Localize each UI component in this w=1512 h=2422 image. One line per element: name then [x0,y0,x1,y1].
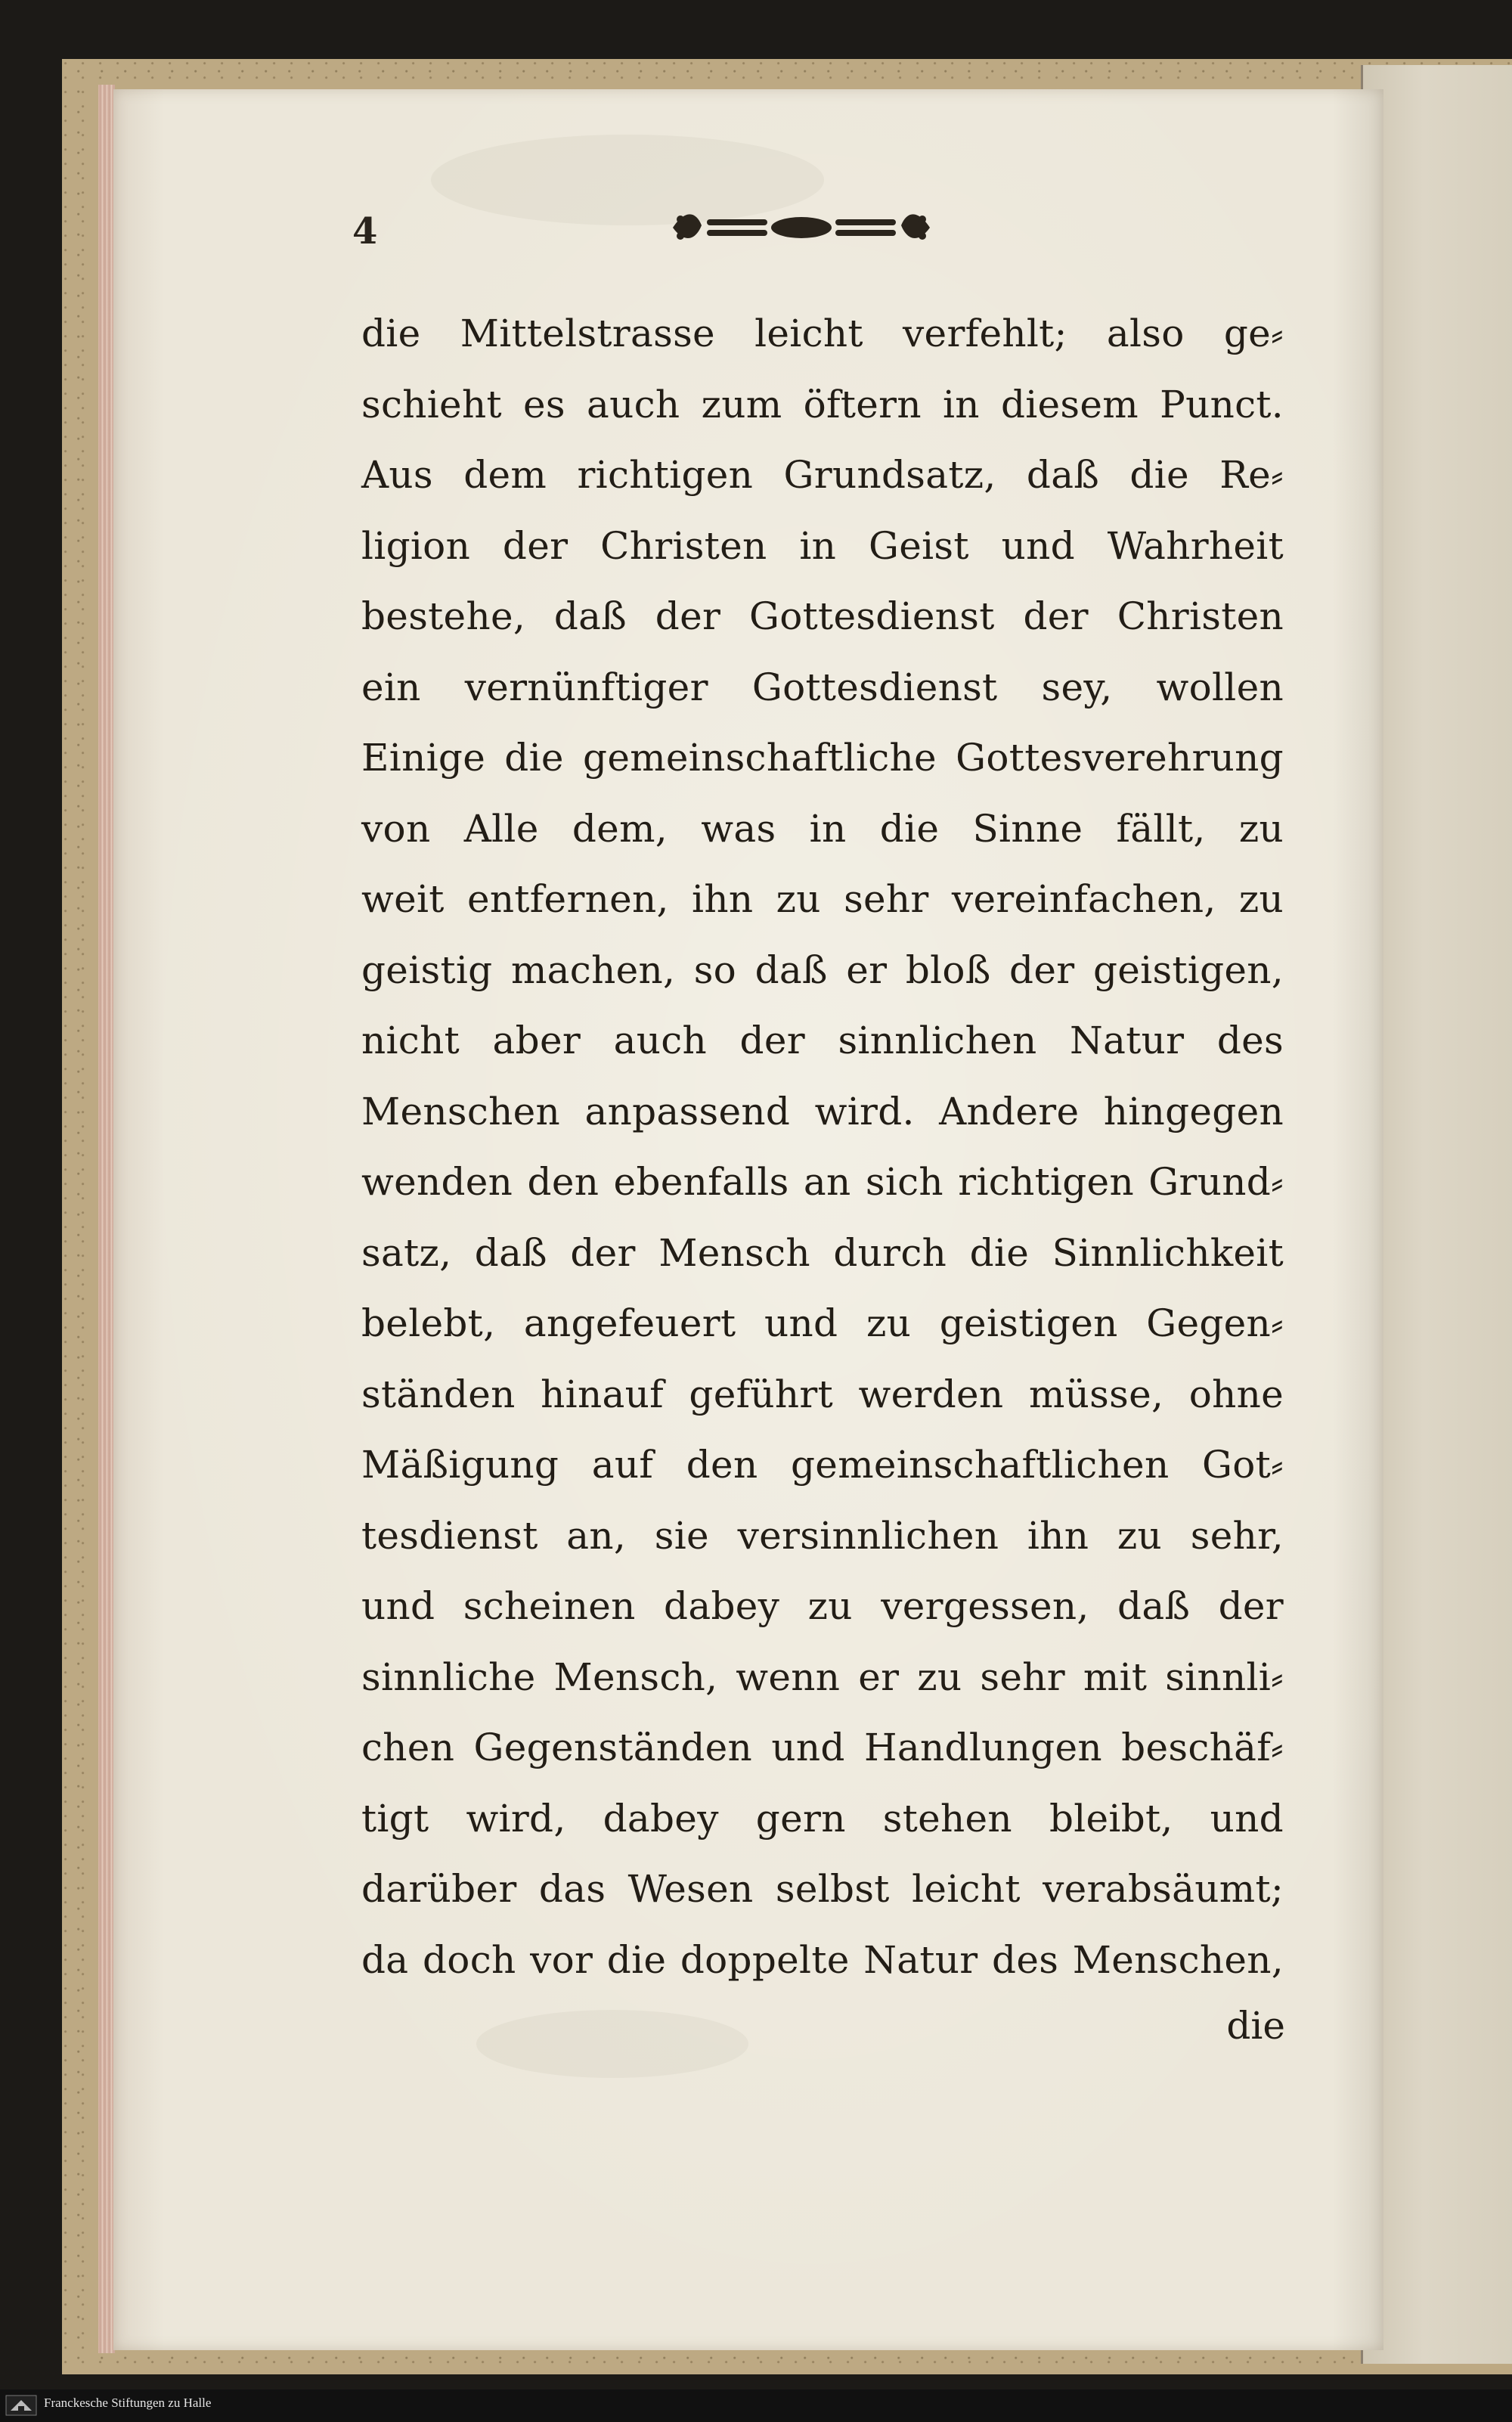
text-line: Einige die gemeinschaftliche Gottesverehrung [361,736,1284,780]
text-line: bestehe, daß der Gottesdienst der Christen [361,594,1284,638]
text-line: belebt, angefeuert und zu geistigen Gegen⸗ [361,1301,1284,1345]
text-line: Aus dem richtigen Grundsatz, daß die Re⸗ [361,453,1284,497]
text-line: tesdienst an, sie versinnlichen ihn zu sehr, [361,1513,1284,1558]
text-line: ständen hinauf geführt werden müsse, ohne [361,1372,1284,1416]
header-ornament-icon [665,203,937,253]
text-line: weit entfernen, ihn zu sehr vereinfachen, zu [361,877,1284,921]
page-number: 4 [352,210,378,253]
text-line: Menschen anpassend wird. Andere hingegen [361,1089,1284,1133]
text-line: ligion der Christen in Geist und Wahrheit [361,523,1284,568]
text-line: geistig machen, so daß er bloß der geistigen, [361,947,1284,992]
body-text [361,299,1284,1996]
text-line: schieht es auch zum öftern in diesem Punct. [361,382,1284,426]
text-line: ein vernünftiger Gottesdienst sey, wollen [361,665,1284,709]
footer-bar [0,2389,1512,2422]
show-through-stain [476,2010,748,2078]
text-line: Mäßigung auf den gemeinschaftlichen Got⸗ [361,1443,1284,1487]
text-line: darüber das Wesen selbst leicht verabsäumt; [361,1867,1284,1911]
footer-institution-label: Franckesche Stiftungen zu Halle [44,2396,212,2410]
text-line: nicht aber auch der sinnlichen Natur des [361,1019,1284,1062]
text-line: und scheinen dabey zu vergessen, daß der [361,1584,1284,1628]
text-line: satz, daß der Mensch durch die Sinnlichkeit [361,1230,1284,1275]
text-line: tigt wird, dabey gern stehen bleibt, und [361,1796,1284,1841]
page-block-edge [98,85,115,2353]
text-line: da doch vor die doppelte Natur des Menschen, [361,1937,1284,1982]
text-line: sinnliche Mensch, wenn er zu sehr mit sinnli⸗ [361,1654,1284,1699]
text-line: von Alle dem, was in die Sinne fällt, zu [361,806,1284,851]
catchword: die [1226,2004,1285,2048]
text-line: die Mittelstrasse leicht verfehlt; also ge⸗ [361,312,1284,355]
institution-logo-icon [5,2394,38,2417]
text-line: wenden den ebenfalls an sich richtigen Grund⸗ [361,1160,1284,1204]
text-line: chen Gegenständen und Handlungen beschäf⸗ [361,1726,1284,1769]
next-page-edge [1361,65,1512,2364]
